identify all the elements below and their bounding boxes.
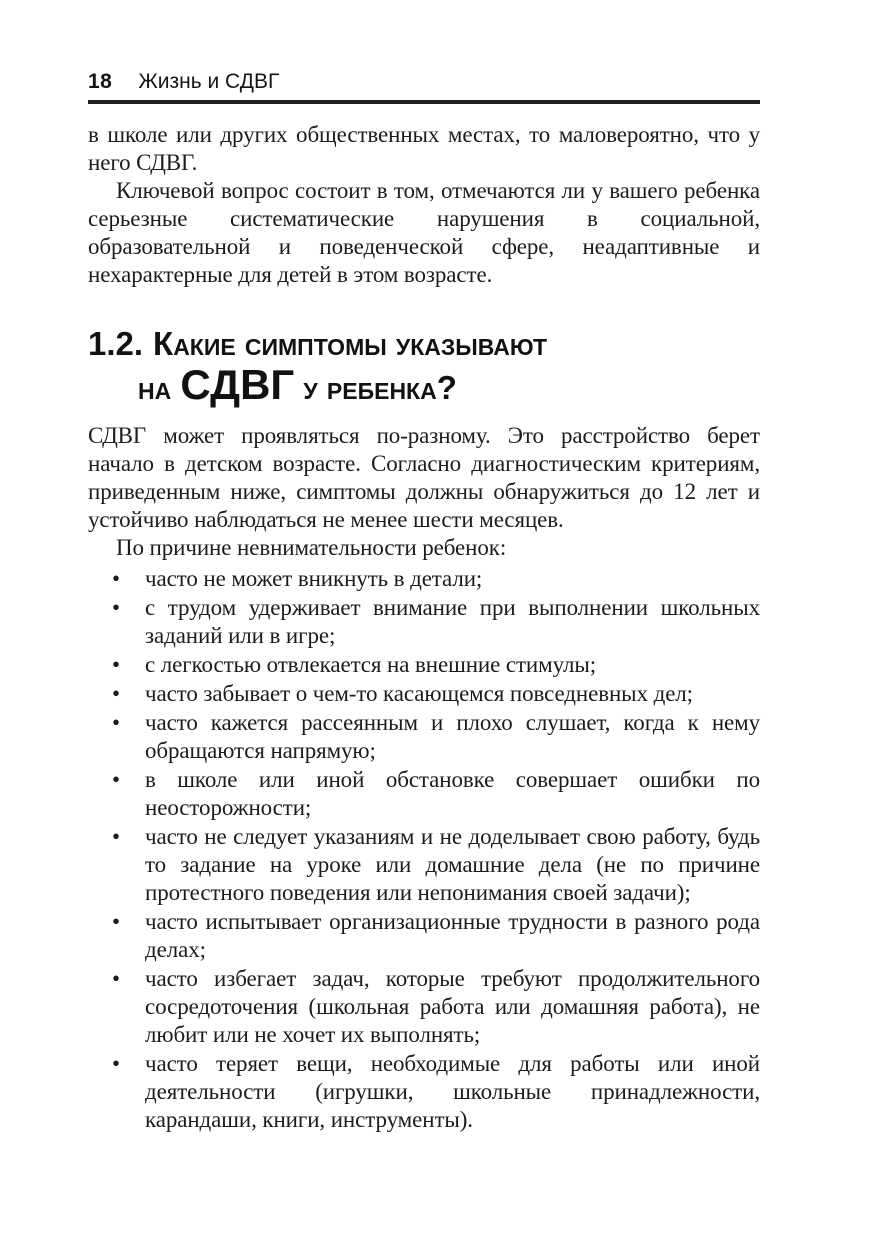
section-heading-line2 xyxy=(88,362,760,410)
section-title-acronym: СДВГ xyxy=(180,361,295,408)
list-item-text: часто забывает о чем-то касающемся повседневных дел; xyxy=(145,681,693,706)
running-header xyxy=(88,70,760,104)
page-number: 18 xyxy=(88,70,113,93)
list-item xyxy=(88,709,760,765)
bullet-icon: • xyxy=(112,966,121,991)
section-title-line1: Какие симптомы указывают xyxy=(153,325,548,362)
body-paragraph-symptoms-intro: СДВГ может проявляться по-разному. Это расстройство берет начало в детском возрасте. Согласно диагностическим критериям, приведенным ниже, симптомы должны обнаружиться до 12 лет и устойчиво наблюдаться не менее шести месяцев. xyxy=(88,423,760,532)
list-item-text: с трудом удерживает внимание при выполнении школьных заданий или в игре; xyxy=(145,595,760,648)
list-item-text: часто не может вникнуть в детали; xyxy=(145,566,483,591)
list-item xyxy=(88,594,760,650)
bullet-icon: • xyxy=(112,909,121,934)
body-paragraph-key-question: Ключевой вопрос состоит в том, отмечаются ли у вашего ребенка серьезные систематические нарушения в социальной, образовательной и поведенческой сфере, неадаптивные и нехарактерные для детей в этом возрасте. xyxy=(88,178,760,287)
section-number: 1.2. xyxy=(88,325,144,362)
body-paragraph-continuation: в школе или других общественных местах, то маловероятно, что у него СДВГ. xyxy=(88,122,760,175)
list-item-text: с легкостью отвлекается на внешние стимулы; xyxy=(145,652,597,677)
page-content xyxy=(88,121,760,1134)
list-item xyxy=(88,965,760,1049)
list-item xyxy=(88,766,760,822)
bullet-icon: • xyxy=(112,566,121,591)
symptom-list xyxy=(88,565,760,1134)
list-leadin: По причине невнимательности ребенок: xyxy=(116,535,507,560)
bullet-icon: • xyxy=(112,824,121,849)
section-title-line2-post: у ребенка? xyxy=(303,369,457,406)
section-title-line2-pre: на xyxy=(138,369,172,406)
list-item xyxy=(88,908,760,964)
bullet-icon: • xyxy=(112,767,121,792)
list-item xyxy=(88,823,760,907)
bullet-icon: • xyxy=(112,1051,121,1076)
running-title: Жизнь и СДВГ xyxy=(138,70,280,93)
list-item-text: часто избегает задач, которые требуют продолжительного сосредоточения (школьная работа или домашняя работа), не любит или не хочет их выполнять; xyxy=(145,966,760,1047)
bullet-icon: • xyxy=(112,595,121,620)
list-item-text: часто теряет вещи, необходимые для работы или иной деятельности (игрушки, школьные принадлежности, карандаши, книги, инструменты). xyxy=(145,1051,760,1132)
bullet-icon: • xyxy=(112,681,121,706)
list-item-text: часто кажется рассеянным и плохо слушает, когда к нему обращаются напрямую; xyxy=(145,710,760,763)
section-heading xyxy=(88,325,760,410)
list-item xyxy=(88,651,760,679)
bullet-icon: • xyxy=(112,652,121,677)
list-item xyxy=(88,1050,760,1134)
section-heading-line1 xyxy=(88,325,760,362)
list-item xyxy=(88,680,760,708)
bullet-icon: • xyxy=(112,710,121,735)
list-item-text: часто не следует указаниям и не доделывает свою работу, будь то задание на уроке или домашние дела (не по причине протестного поведения или непонимания своей задачи); xyxy=(145,824,760,905)
list-item-text: часто испытывает организационные трудности в разного рода делах; xyxy=(145,909,760,962)
list-item xyxy=(88,565,760,593)
list-item-text: в школе или иной обстановке совершает ошибки по неосторожности; xyxy=(145,767,760,820)
